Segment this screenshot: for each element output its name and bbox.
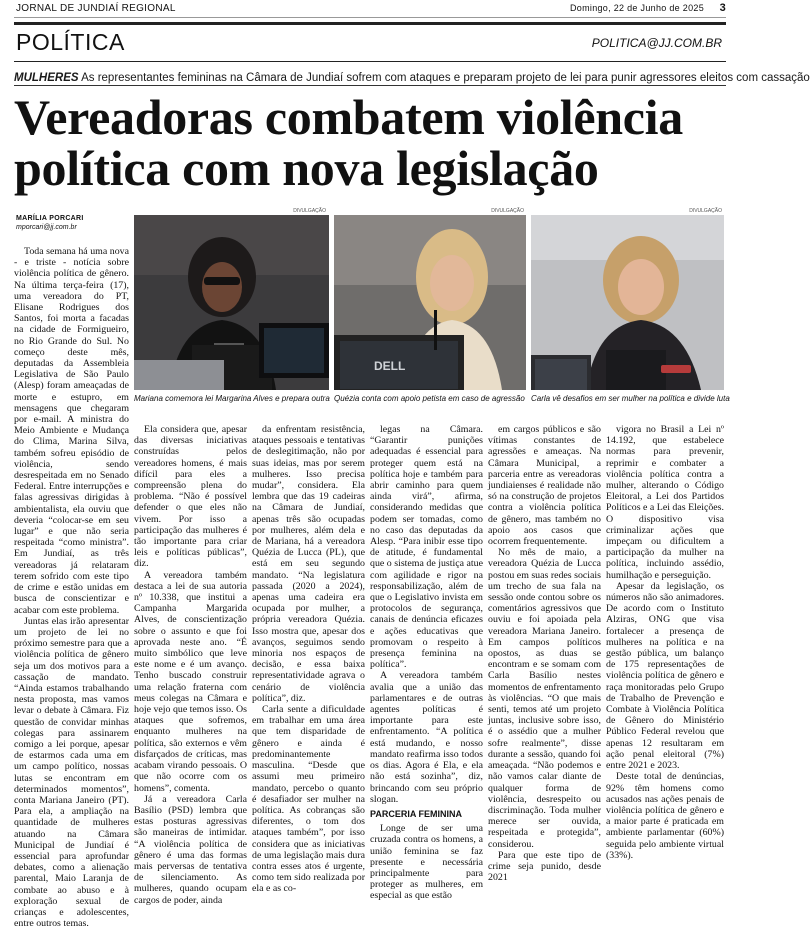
kicker-text: As representantes femininas na Câmara de Jundiaí sofrem com ataques e preparam projeto de lei para punir agressores eleitos com cassação: [78, 72, 810, 84]
article-paragraph: Longe de ser uma cruzada contra os homens, a união feminina se faz presente e necessária principalmente para proteger as mulheres, em especial as que estão: [370, 823, 483, 902]
article-paragraph: A vereadora também avalia que a união das parlamentares e de outras agentes políticas é importante para este enfrentamento. “A política está mudando, e nosso mandato reafirma isso todos os dias. Agora é Ela, e ela não está sozinha”, diz, brincando com seu próprio slogan.: [370, 670, 483, 805]
kicker-tag: MULHERES: [14, 72, 79, 84]
headline: [14, 89, 726, 196]
article-paragraph: em cargos públicos e são vítimas constantes de agressões e ameaças. Na Câmara Municipal, a parceria entre as vereadoras jundiaienses é realidade não só na construção de projetos contra a violência política de gênero, mas também no apoio aos casos que ocorrem frequentemente.: [488, 424, 601, 548]
photo-caption-3: Carla vê desafios em ser mulher na política e divide luta: [531, 394, 730, 403]
photo-carla: [531, 215, 724, 390]
headline-line-2: política com nova legislação: [14, 140, 599, 196]
article-paragraph: Para que este tipo de crime seja punido, desde 2021: [488, 849, 601, 884]
article-paragraph: Toda semana há uma nova - e triste - notícia sobre violência política de gênero. Na última terça-feira (17), uma vereadora do PT, Elisane Rodrigues dos Santos, foi morta a facadas na cidade de Formigueiro, no Rio Grande do Sul. No começo deste mês, deputadas da Assembleia Legislativa de São Paulo (Alesp) foram ameaçadas de morte e estupro, em mensagens que chegaram por e-mail. A ministra do Meio Ambiente e Mudança do Clima, Marina Silva, também sofreu episódio de violência, sendo desrespeitada em no Senado Federal. Entre interrupções e falas agressivas dirigidas à ambientalista, ela ouviu que deveria “colocar-se em seu lugar” e que não seria respeitada “como ministra”. Em Jundiaí, as três vereadoras já relataram terem sofrido com este tipo de crime e estão unidas em busca de conscientizar e acabar com este problema.: [14, 246, 129, 616]
issue-date: Domingo, 22 de Junho de 2025: [570, 3, 704, 13]
article-paragraph: Carla sente a dificuldade em trabalhar em uma área que tem disparidade de gênero e ainda é predominantemente masculina. “Desde que assumi meu primeiro mandato, percebo o quanto é desafiador ser mulher na política. As cobranças são diferentes, o tom dos ataques também”, por isso considera que as iniciativas de uma legislação mais dura contra esses atos é urgente, como tem sido realizada por ela e as co-: [252, 704, 365, 895]
article-paragraph: Apesar da legislação, os números não são animadores. De acordo com o Instituto Alziras, ONG que visa fortalecer a presença de mulheres na política e na gestão pública, um balanço de 175 representações de violência política de gênero e raça monitoradas pelo Grupo de Trabalho de Prevenção e Combate à Violência Política de Gênero do Ministério Público Federal revelou que apenas 12 resultaram em ação penal eleitoral (7%) entre 2021 e 2023.: [606, 580, 724, 772]
article-paragraph: No mês de maio, a vereadora Quézia de Lucca postou em suas redes sociais um trecho de sua fala na sessão onde contou sobre os comentários agressivos que ouviu e foi apoiada pela vereadora Mariana Janeiro. Em campos políticos opostos, as duas se encontram e se somam com Carla Basílio nestes momentos de enfrentamento às violências. “O que mais senti, temos até um projeto juntas, inclusive sobre isso, é o assédio que a mulher sofre realmente”, disse durante a sessão, quando foi ameaçada. “Não podemos e não vamos calar diante de qualquer forma de violência, desrespeito ou discriminação. Toda mulher merece ser ouvida, respeitada e protegida”, considerou.: [488, 547, 601, 850]
photo-quezia: [334, 215, 526, 390]
page-number: 3: [719, 2, 726, 14]
publication-name: JORNAL DE JUNDIAÍ REGIONAL: [16, 3, 176, 14]
author-email: mporcari@jj.com.br: [16, 224, 77, 231]
article-column-3: [252, 424, 365, 895]
svg-text:DELL: DELL: [374, 359, 406, 373]
kicker-line: [14, 72, 810, 86]
article-column-1: [14, 246, 129, 929]
photo-mariana: [134, 215, 329, 390]
article-column-6: [606, 424, 724, 861]
photo-caption-1: Mariana comemora lei Margarina Alves e prepara outra: [134, 394, 330, 403]
subhead: PARCERIA FEMININA: [370, 808, 462, 819]
photo-credit-2: DIVULGAÇÃO: [491, 208, 524, 214]
article-column-5: [488, 424, 601, 884]
photo-caption-2: Quézia conta com apoio petista em caso de agressão: [334, 394, 525, 403]
section-header: [14, 22, 726, 62]
author-name: MARÍLIA PORCARI: [16, 215, 84, 222]
article-paragraph: Juntas elas irão apresentar um projeto de lei no próximo semestre para que a violência política de gênero seja um dos motivos para a cassação de mandato. “Ainda estamos trabalhando nesta proposta, mas vamos levar o debate à Câmara. Fiz questão de convidar minhas colegas para assinarem comigo a lei porque, apesar de estarmos cada uma em um campo político, nossas lutas se encontram em determinados momentos”, conta Mariana Janeiro (PT). Para ela, a ampliação na quantidade de mulheres atuando na Câmara Municipal de Jundiaí é essencial para aprofundar debates, como a alienação parental, Maio Laranja de combate ao abuso e à exploração sexual de crianças e adolescentes, entre outros temas.: [14, 615, 129, 929]
article-paragraph: A vereadora também destaca a lei de sua autoria nº 10.338, que institui a Campanha Margarida Alves, de conscientização sobre o assunto e que foi aprovada neste ano. “É muito simbólico que leve este nome e é um avanço. Tenho buscado construir uma relação fraterna com meus colegas na Câmara e hoje vejo que temos isso. Os ataques que sofremos, enquanto mulheres na política, são externos e vêm disfarçados de críticas, mas acabam virando pessoais. O que não ocorre com os homens”, comenta.: [134, 569, 248, 794]
article-paragraph: vigora no Brasil a Lei nº 14.192, que estabelece normas para prevenir, reprimir e combater a violência política contra a mulher, alterando o Código Eleitoral, a Lei dos Partidos Políticos e a Lei das Eleições. O dispositivo visa criminalizar ações que impeçam ou dificultem a participação da mulher na política, incluindo assédio, humilhação e perseguição.: [606, 424, 724, 581]
article-column-4: [370, 424, 483, 902]
byline: [16, 214, 132, 232]
section-email[interactable]: POLITICA@JJ.COM.BR: [591, 36, 722, 50]
article-paragraph: da enfrentam resistência, ataques pessoais e tentativas de deslegitimação, não por suas ideias, mas por serem mulheres. Isso precisa mudar”, considera. Ela lembra que das 19 cadeiras na Câmara de Jundiaí, apenas três são ocupadas por mulheres, além dela e de Mariana, há a vereadora Quézia de Lucca (PL), que está em seu segundo mandato. “Na legislatura passada (2020 a 2024), apenas uma cadeira era ocupada por mulher, a própria vereadora Quézia. Isso mostra que, apesar dos avanços, seguimos sendo minoria nos espaços de decisão, e essa baixa representatividade agrava o cenário de violência política”, diz.: [252, 424, 365, 704]
section-name: POLÍTICA: [16, 29, 125, 55]
article-paragraph: legas na Câmara. “Garantir punições adequadas é essencial para proteger quem está na política hoje e também para abrir caminho para quem ainda virá”, afirma, considerando medidas que podem ser tomadas, como no caso das deputadas da Alesp. “Para inibir esse tipo de atitude, é fundamental que o sistema de justiça atue com agilidade e rigor na responsabilização, além de que o Legislativo invista em protocolos de segurança, canais de denúncia eficazes e ações educativas que promovam o respeito à presença feminina na política”.: [370, 424, 483, 671]
article-paragraph: Já a vereadora Carla Basílio (PSD) lembra que estas posturas agressivas são maneiras de intimidar. “A violência política de gênero é uma das formas mais perversas de tentativa de silenciamento. As mulheres, quando ocupam cargos de poder, ainda: [134, 793, 247, 906]
article-paragraph: Deste total de denúncias, 92% têm homens como acusados nas ações penais de violência política de gênero e a maior parte é praticada em ambiente parlamentar (60%) seguida pelo ambiente virtual (33%).: [606, 771, 724, 861]
photo-credit-1: DIVULGAÇÃO: [293, 208, 326, 214]
article-paragraph: Ela considera que, apesar das diversas iniciativas construídas pelos vereadores homens, é mais difícil para eles a compreensão plena do problema. “Não é possível defender o que eles não vivem. Por isso a participação das mulheres é tão importante para criar leis e políticas públicas”, diz.: [134, 424, 247, 570]
article-column-2: [134, 424, 248, 906]
headline-line-1: Vereadoras combatem violência: [14, 89, 683, 145]
photo-credit-3: DIVULGAÇÃO: [689, 208, 722, 214]
masthead: [14, 2, 726, 18]
